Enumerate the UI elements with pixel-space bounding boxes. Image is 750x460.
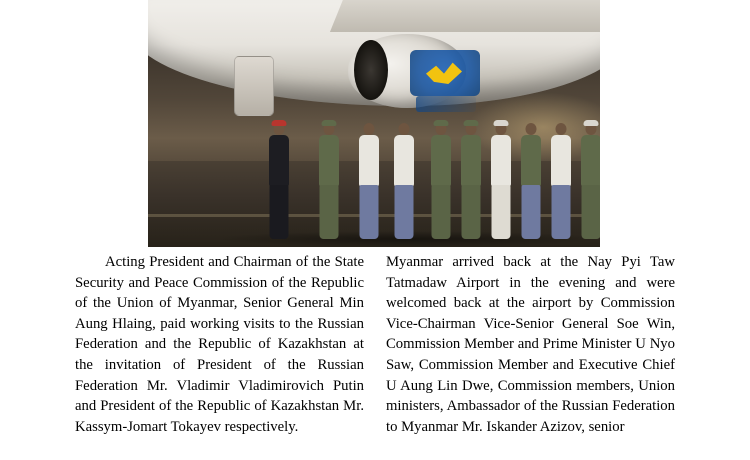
person-cap (434, 120, 449, 126)
person-head (526, 123, 537, 135)
person-official (550, 123, 572, 241)
person-legs (582, 185, 601, 239)
person-head (399, 123, 410, 135)
person-head (556, 123, 567, 135)
person-torso (269, 135, 289, 187)
news-photo (148, 0, 600, 247)
person-cap (272, 120, 287, 126)
person-legs (552, 185, 571, 239)
person-torso (491, 135, 511, 187)
aircraft-door (234, 56, 274, 116)
person-legs (432, 185, 451, 239)
article-column-left (75, 252, 364, 460)
person-cap (584, 120, 599, 126)
person-torso (359, 135, 379, 187)
photo-scene (148, 0, 600, 247)
person-torso (461, 135, 481, 187)
person-legs (492, 185, 511, 239)
person-legs (360, 185, 379, 239)
person-torso (394, 135, 414, 187)
person-legs (320, 185, 339, 239)
person-cap (464, 120, 479, 126)
person-torso (551, 135, 571, 187)
person-legs (270, 185, 289, 239)
person-legs (395, 185, 414, 239)
person-cap (322, 120, 337, 126)
person-cap (494, 120, 509, 126)
person-official (460, 123, 482, 241)
person-official (318, 123, 340, 241)
person-torso (431, 135, 451, 187)
person-legs (522, 185, 541, 239)
person-official (580, 123, 600, 241)
person-official (490, 123, 512, 241)
aircraft-wing (330, 0, 600, 32)
person-torso (581, 135, 600, 187)
article-column-right (386, 252, 675, 460)
person-arriving-dignitary (268, 123, 290, 241)
person-official (520, 123, 542, 241)
person-torso (521, 135, 541, 187)
person-torso (319, 135, 339, 187)
person-official (358, 123, 380, 241)
airline-name-marking (416, 96, 476, 112)
person-legs (462, 185, 481, 239)
article-paragraph-right: Myanmar arrived back at the Nay Pyi Taw Tatmadaw Airport in the evening and were welcomed back at the airport by Commission Vice-Chairman Vice-Senior General Soe Win, Commission Member and Prime Minister U Nyo Saw, Commission Member and Executive Chief U Aung Lin Dwe, Commission members, Union ministers, Ambassador of the Russian Federation to Myanmar Mr. Iskander Azizov, senior (386, 254, 675, 435)
person-official (430, 123, 452, 241)
engine-inlet (354, 40, 388, 100)
person-official (393, 123, 415, 241)
article-paragraph-left: Acting President and Chairman of the State Security and Peace Commission of the Republic of the Union of Myanmar, Senior General Min Aung Hlaing, paid working visits to the Russian Federation and the Republic of Kazakhstan at the invitation of President of the Russian Federation Mr. Vladimir Vladimirovich Putin and President of the Republic of Kazakhstan Mr. Kassym-Jomart Tokayev respectively. (75, 254, 364, 435)
article-body (75, 252, 675, 460)
person-head (364, 123, 375, 135)
